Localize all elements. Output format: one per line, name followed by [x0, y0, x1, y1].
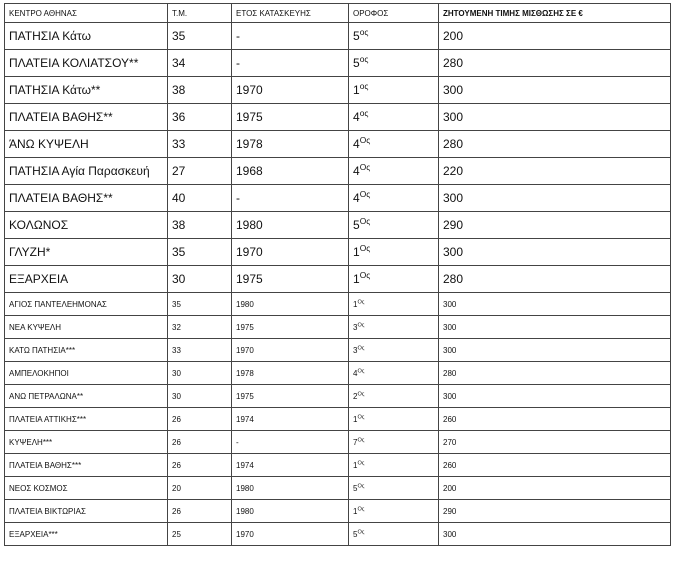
- rental-listings-table-container: [4, 3, 671, 546]
- sqm-cell: 30: [168, 385, 232, 408]
- price-cell: 280: [439, 266, 671, 293]
- year-cell: 1980: [232, 212, 349, 239]
- floor-cell: [349, 523, 439, 546]
- price-cell: 300: [439, 523, 671, 546]
- area-cell: ΑΝΩ ΠΕΤΡΑΛΩΝΑ**: [5, 385, 168, 408]
- floor-number: 1: [353, 460, 358, 470]
- year-cell: 1980: [232, 293, 349, 316]
- area-cell: ΠΛΑΤΕΙΑ ΚΟΛΙΑΤΣΟΥ**: [5, 50, 168, 77]
- area-cell: ΠΛΑΤΕΙΑ ΒΑΘΗΣ***: [5, 454, 168, 477]
- table-row: [5, 185, 671, 212]
- year-cell: -: [232, 185, 349, 212]
- sqm-cell: 20: [168, 477, 232, 500]
- floor-suffix: Ος: [359, 270, 371, 280]
- floor-cell: [349, 454, 439, 477]
- year-cell: 1970: [232, 339, 349, 362]
- year-cell: 1974: [232, 408, 349, 431]
- table-row: [5, 431, 671, 454]
- floor-suffix: ος: [359, 108, 369, 118]
- floor-number: 1: [353, 414, 358, 424]
- floor-cell: [349, 293, 439, 316]
- floor-cell: [349, 104, 439, 131]
- area-cell: ΚΑΤΩ ΠΑΤΗΣΙΑ***: [5, 339, 168, 362]
- floor-number: 5: [353, 529, 358, 539]
- header-year: ΕΤΟΣ ΚΑΤΑΣΚΕΥΗΣ: [232, 4, 349, 23]
- table-row: [5, 293, 671, 316]
- floor-cell: [349, 185, 439, 212]
- area-cell: ΝΕΑ ΚΥΨΕΛΗ: [5, 316, 168, 339]
- floor-cell: [349, 266, 439, 293]
- header-sqm: Τ.Μ.: [168, 4, 232, 23]
- floor-cell: [349, 23, 439, 50]
- price-cell: 300: [439, 339, 671, 362]
- price-cell: 300: [439, 77, 671, 104]
- floor-cell: [349, 239, 439, 266]
- table-row: [5, 408, 671, 431]
- table-row: [5, 212, 671, 239]
- floor-cell: [349, 339, 439, 362]
- area-cell: ΠΛΑΤΕΙΑ ΒΑΘΗΣ**: [5, 104, 168, 131]
- area-cell: ΠΛΑΤΕΙΑ ΒΙΚΤΩΡΙΑΣ: [5, 500, 168, 523]
- floor-number: 4: [353, 164, 360, 178]
- floor-number: 5: [353, 29, 360, 43]
- table-row: [5, 23, 671, 50]
- year-cell: 1975: [232, 104, 349, 131]
- price-cell: 300: [439, 293, 671, 316]
- floor-number: 3: [353, 322, 358, 332]
- floor-cell: [349, 362, 439, 385]
- sqm-cell: 26: [168, 454, 232, 477]
- year-cell: 1975: [232, 385, 349, 408]
- floor-number: 4: [353, 110, 360, 124]
- year-cell: 1970: [232, 523, 349, 546]
- sqm-cell: 38: [168, 212, 232, 239]
- year-cell: 1978: [232, 362, 349, 385]
- rental-listings-table: [4, 3, 671, 546]
- year-cell: 1980: [232, 477, 349, 500]
- floor-cell: [349, 212, 439, 239]
- floor-suffix: Ος: [357, 436, 365, 443]
- sqm-cell: 33: [168, 339, 232, 362]
- price-cell: 200: [439, 23, 671, 50]
- sqm-cell: 30: [168, 266, 232, 293]
- year-cell: 1975: [232, 266, 349, 293]
- floor-cell: [349, 77, 439, 104]
- floor-number: 4: [353, 137, 360, 151]
- price-cell: 260: [439, 408, 671, 431]
- floor-number: 1: [353, 299, 358, 309]
- price-cell: 300: [439, 185, 671, 212]
- header-area: ΚΕΝΤΡΟ ΑΘΗΝΑΣ: [5, 4, 168, 23]
- floor-number: 3: [353, 345, 358, 355]
- price-cell: 270: [439, 431, 671, 454]
- sqm-cell: 35: [168, 23, 232, 50]
- table-row: [5, 239, 671, 266]
- floor-suffix: Ος: [359, 216, 371, 226]
- floor-suffix: ος: [359, 27, 369, 37]
- floor-suffix: Ος: [357, 505, 365, 512]
- floor-cell: [349, 50, 439, 77]
- floor-cell: [349, 500, 439, 523]
- floor-number: 5: [353, 218, 360, 232]
- floor-suffix: ος: [359, 81, 369, 91]
- area-cell: ΠΑΤΗΣΙΑ Αγία Παρασκευή: [5, 158, 168, 185]
- year-cell: 1975: [232, 316, 349, 339]
- floor-number: 4: [353, 368, 358, 378]
- table-row: [5, 50, 671, 77]
- price-cell: 290: [439, 212, 671, 239]
- floor-suffix: Ος: [357, 413, 365, 420]
- floor-number: 7: [353, 437, 358, 447]
- floor-cell: [349, 385, 439, 408]
- table-row: [5, 104, 671, 131]
- floor-cell: [349, 158, 439, 185]
- floor-number: 1: [353, 245, 360, 259]
- table-row: [5, 362, 671, 385]
- table-row: [5, 77, 671, 104]
- area-cell: ΚΟΛΩΝΟΣ: [5, 212, 168, 239]
- year-cell: -: [232, 431, 349, 454]
- floor-number: 5: [353, 56, 360, 70]
- table-row: [5, 158, 671, 185]
- floor-suffix: Ος: [357, 390, 365, 397]
- floor-suffix: Ος: [357, 482, 365, 489]
- floor-cell: [349, 477, 439, 500]
- year-cell: 1970: [232, 239, 349, 266]
- table-row: [5, 454, 671, 477]
- sqm-cell: 27: [168, 158, 232, 185]
- year-cell: -: [232, 50, 349, 77]
- table-row: [5, 477, 671, 500]
- floor-suffix: Ος: [359, 135, 371, 145]
- sqm-cell: 35: [168, 293, 232, 316]
- area-cell: ΑΜΠΕΛΟΚΗΠΟΙ: [5, 362, 168, 385]
- price-cell: 280: [439, 50, 671, 77]
- table-header-row: [5, 4, 671, 23]
- sqm-cell: 36: [168, 104, 232, 131]
- table-row: [5, 266, 671, 293]
- year-cell: 1980: [232, 500, 349, 523]
- floor-suffix: Ος: [357, 344, 365, 351]
- sqm-cell: 25: [168, 523, 232, 546]
- sqm-cell: 30: [168, 362, 232, 385]
- area-cell: ΓΛΥΖΗ*: [5, 239, 168, 266]
- sqm-cell: 34: [168, 50, 232, 77]
- floor-cell: [349, 431, 439, 454]
- floor-suffix: ος: [359, 54, 369, 64]
- floor-suffix: Ος: [359, 189, 371, 199]
- area-cell: ΑΓΙΟΣ ΠΑΝΤΕΛΕΗΜΟΝΑΣ: [5, 293, 168, 316]
- year-cell: -: [232, 23, 349, 50]
- header-floor: ΟΡΟΦΟΣ: [349, 4, 439, 23]
- price-cell: 280: [439, 131, 671, 158]
- floor-cell: [349, 316, 439, 339]
- floor-number: 2: [353, 391, 358, 401]
- floor-suffix: Ος: [357, 528, 365, 535]
- floor-number: 1: [353, 272, 360, 286]
- sqm-cell: 40: [168, 185, 232, 212]
- sqm-cell: 38: [168, 77, 232, 104]
- area-cell: ΠΑΤΗΣΙΑ Κάτω: [5, 23, 168, 50]
- year-cell: 1968: [232, 158, 349, 185]
- sqm-cell: 32: [168, 316, 232, 339]
- sqm-cell: 26: [168, 408, 232, 431]
- table-row: [5, 500, 671, 523]
- price-cell: 220: [439, 158, 671, 185]
- floor-suffix: Ος: [359, 243, 371, 253]
- table-row: [5, 339, 671, 362]
- table-row: [5, 316, 671, 339]
- floor-suffix: Ος: [357, 459, 365, 466]
- area-cell: ΚΥΨΕΛΗ***: [5, 431, 168, 454]
- floor-suffix: Ος: [357, 321, 365, 328]
- table-row: [5, 385, 671, 408]
- price-cell: 300: [439, 239, 671, 266]
- area-cell: ΆΝΩ ΚΥΨΕΛΗ: [5, 131, 168, 158]
- price-cell: 260: [439, 454, 671, 477]
- year-cell: 1978: [232, 131, 349, 158]
- area-cell: ΕΞΑΡΧΕΙΑ***: [5, 523, 168, 546]
- area-cell: ΠΛΑΤΕΙΑ ΒΑΘΗΣ**: [5, 185, 168, 212]
- price-cell: 290: [439, 500, 671, 523]
- sqm-cell: 26: [168, 431, 232, 454]
- sqm-cell: 35: [168, 239, 232, 266]
- price-cell: 300: [439, 104, 671, 131]
- floor-suffix: Ος: [359, 162, 371, 172]
- floor-suffix: Ος: [357, 367, 365, 374]
- price-cell: 300: [439, 385, 671, 408]
- floor-cell: [349, 131, 439, 158]
- sqm-cell: 26: [168, 500, 232, 523]
- header-price: ΖΗΤΟΥΜΕΝΗ ΤΙΜΗΣ ΜΙΣΘΩΣΗΣ ΣΕ €: [439, 4, 671, 23]
- price-cell: 280: [439, 362, 671, 385]
- area-cell: ΠΑΤΗΣΙΑ Κάτω**: [5, 77, 168, 104]
- floor-cell: [349, 408, 439, 431]
- year-cell: 1970: [232, 77, 349, 104]
- floor-suffix: Ος: [357, 298, 365, 305]
- sqm-cell: 33: [168, 131, 232, 158]
- price-cell: 300: [439, 316, 671, 339]
- floor-number: 1: [353, 83, 360, 97]
- table-row: [5, 523, 671, 546]
- floor-number: 5: [353, 483, 358, 493]
- price-cell: 200: [439, 477, 671, 500]
- year-cell: 1974: [232, 454, 349, 477]
- area-cell: ΠΛΑΤΕΙΑ ΑΤΤΙΚΗΣ***: [5, 408, 168, 431]
- area-cell: ΝΕΟΣ ΚΟΣΜΟΣ: [5, 477, 168, 500]
- floor-number: 4: [353, 191, 360, 205]
- area-cell: ΕΞΑΡΧΕΙΑ: [5, 266, 168, 293]
- table-row: [5, 131, 671, 158]
- floor-number: 1: [353, 506, 358, 516]
